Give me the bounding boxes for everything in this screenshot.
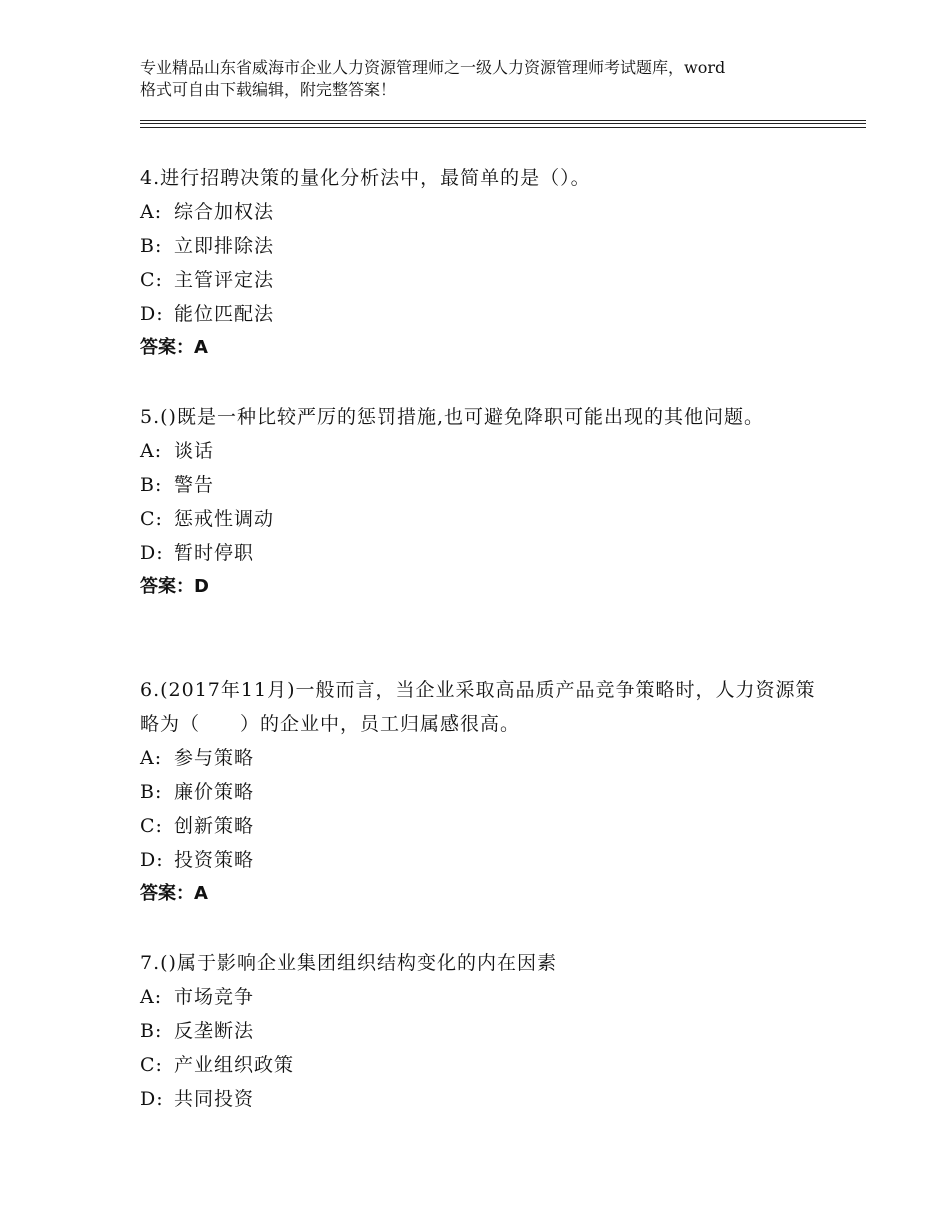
answer: 答案：D [140, 576, 209, 597]
option-text: 创新策略 [174, 815, 255, 837]
option-text: 警告 [174, 474, 215, 496]
option-key: A: [140, 986, 163, 1008]
option-c [140, 263, 820, 297]
option-b [140, 1014, 820, 1048]
answer: 答案：A [140, 883, 208, 904]
option-text: 主管评定法 [174, 269, 275, 291]
option-d [140, 1082, 820, 1116]
option-key: C: [140, 269, 163, 291]
option-key: D: [140, 542, 164, 564]
option-key: B: [140, 235, 163, 257]
option-key: A: [140, 201, 163, 223]
question-stem: 5.()既是一种比较严厉的惩罚措施,也可避免降职可能出现的其他问题。 [140, 406, 764, 428]
option-c [140, 1048, 820, 1082]
option-text: 惩戒性调动 [174, 508, 275, 530]
option-key: D: [140, 1088, 164, 1110]
option-key: D: [140, 303, 164, 325]
document-header [140, 57, 830, 101]
option-a [140, 434, 820, 468]
header-line-1: 专业精品山东省威海市企业人力资源管理师之一级人力资源管理师考试题库，word [140, 58, 726, 77]
option-key: B: [140, 781, 163, 803]
question-stem: 4.进行招聘决策的量化分析法中，最简单的是（）。 [140, 167, 591, 189]
option-d [140, 843, 820, 877]
question-stem: 7.()属于影响企业集团组织结构变化的内在因素 [140, 952, 557, 974]
answer: 答案：A [140, 337, 208, 358]
option-text: 能位匹配法 [174, 303, 275, 325]
option-d [140, 536, 820, 570]
option-key: A: [140, 747, 163, 769]
option-text: 投资策略 [174, 849, 255, 871]
option-a [140, 980, 820, 1014]
option-text: 市场竞争 [174, 986, 255, 1008]
option-key: B: [140, 474, 163, 496]
option-text: 共同投资 [174, 1088, 255, 1110]
option-b [140, 775, 820, 809]
option-text: 参与策略 [174, 747, 255, 769]
question-7 [140, 946, 820, 1116]
option-d [140, 297, 820, 331]
question-stem: 6.(2017年11月)一般而言，当企业采取高品质产品竞争策略时，人力资源策略为（ ）的企业中，员工归属感很高。 [140, 679, 816, 735]
header-divider [140, 120, 866, 128]
option-key: C: [140, 815, 163, 837]
question-5 [140, 400, 820, 604]
question-6 [140, 673, 820, 911]
option-b [140, 229, 820, 263]
option-text: 产业组织政策 [174, 1054, 295, 1076]
option-key: D: [140, 849, 164, 871]
question-4 [140, 161, 820, 365]
option-text: 廉价策略 [174, 781, 255, 803]
option-key: A: [140, 440, 163, 462]
option-key: C: [140, 508, 163, 530]
option-key: C: [140, 1054, 163, 1076]
option-text: 暂时停职 [174, 542, 255, 564]
option-text: 综合加权法 [174, 201, 275, 223]
header-line-2: 格式可自由下载编辑，附完整答案！ [140, 80, 397, 99]
option-text: 谈话 [174, 440, 215, 462]
option-text: 反垄断法 [174, 1020, 255, 1042]
option-a [140, 741, 820, 775]
option-c [140, 809, 820, 843]
option-c [140, 502, 820, 536]
option-key: B: [140, 1020, 163, 1042]
option-b [140, 468, 820, 502]
option-text: 立即排除法 [174, 235, 275, 257]
option-a [140, 195, 820, 229]
